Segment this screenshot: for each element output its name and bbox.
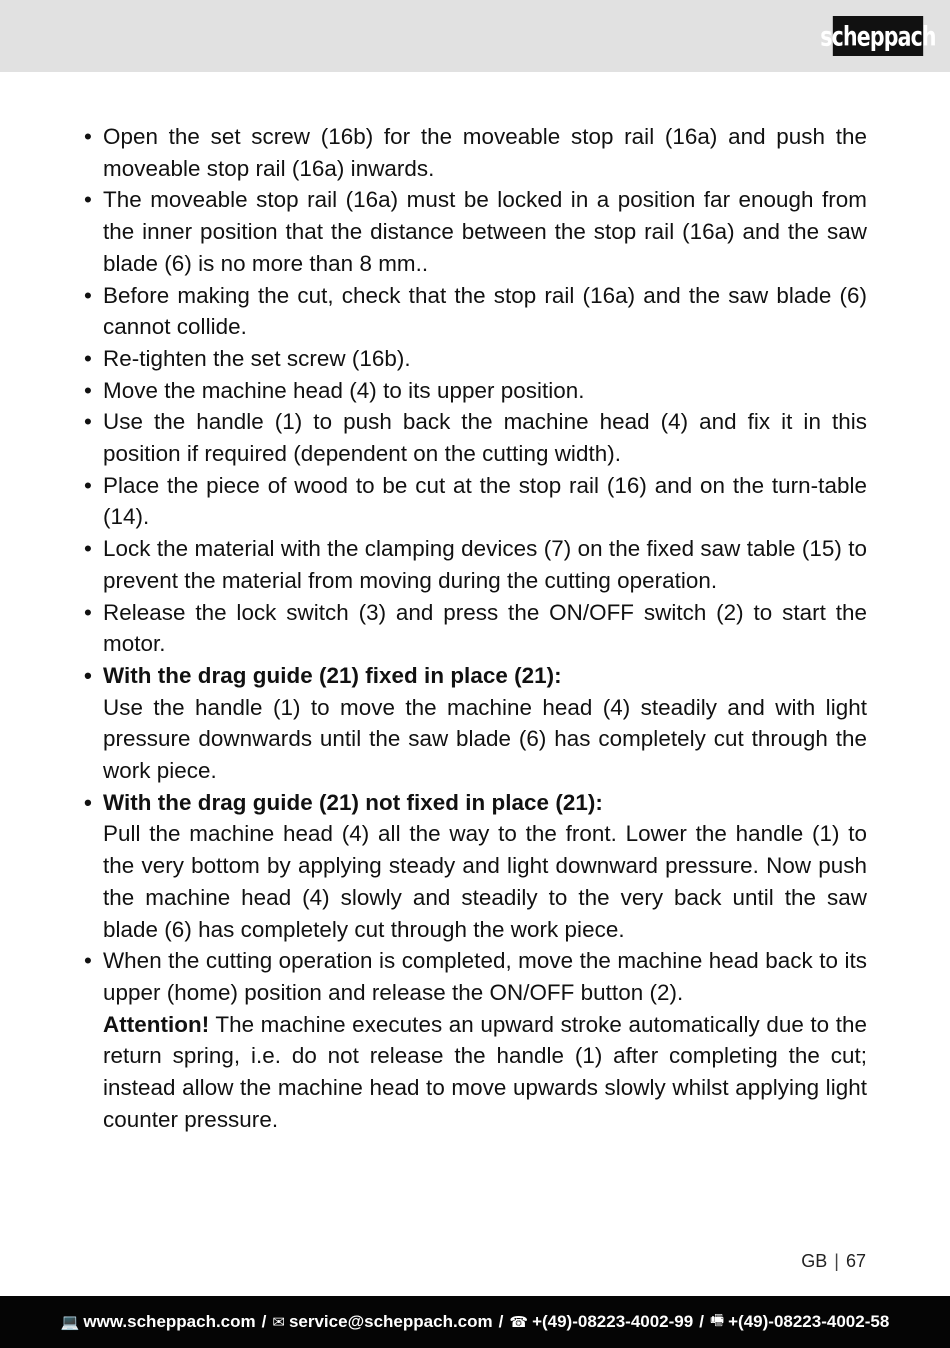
list-item: • Re-tighten the set screw (16b). [82,343,867,375]
list-item: • When the cutting operation is completed, move the machine head back to its upper (home) position and release the ON/OFF button (2). Attention! The machine executes an upward stroke automatically due to the return spring, i.e. do not release the handle (1) after completing the cut; instead allow the machine head to move upwards slowly whilst applying light counter pressure. [82,945,867,1135]
list-item: • Place the piece of wood to be cut at the stop rail (16) and on the turn-table (14). [82,470,867,533]
list-item: • With the drag guide (21) fixed in place (21): Use the handle (1) to move the machine head (4) steadily and with light pressure downwards until the saw blade (6) has completely cut through the work piece. [82,660,867,787]
list-item: • The moveable stop rail (16a) must be locked in a position far enough from the inner position that the distance between the stop rail (16a) and the saw blade (6) is no more than 8 mm.. [82,184,867,279]
list-item: • Open the set screw (16b) for the moveable stop rail (16a) and push the moveable stop rail (16a) inwards. [82,121,867,184]
email-link[interactable]: service@scheppach.com [288,1312,493,1331]
phone-icon: ☎ [509,1314,529,1331]
list-item: • Use the handle (1) to push back the machine head (4) and fix it in this position if required (dependent on the cutting width). [82,406,867,469]
page-number-value: 67 [845,1251,866,1271]
list-item: • With the drag guide (21) not fixed in place (21): Pull the machine head (4) all the way to the front. Lower the handle (1) to the very bottom by applying steady and light downward pressure. Now push the machine head (4) slowly and steadily to the very back until the saw blade (6) has completely cut through the work piece. [82,787,867,946]
attention-text: The machine executes an upward stroke automatically due to the return spring, i.e. do not release the handle (1) after completing the cut; instead allow the machine head to move upwards slowly whilst applying light counter pressure. [103,1011,867,1132]
list-item: • Lock the material with the clamping devices (7) on the fixed saw table (15) to prevent the material from moving during the cutting operation. [82,533,867,596]
page-number [801,1251,866,1272]
subheading: • With the drag guide (21) not fixed in place (21): [103,789,603,815]
fax-number: +(49)-08223-4002-58 [728,1312,890,1331]
instructions-body [82,121,867,1136]
website-link[interactable]: www.scheppach.com [83,1312,256,1331]
logo-text: scheppach [820,20,936,52]
list-item: • Move the machine head (4) to its upper position. [82,375,867,407]
computer-icon: 💻 [60,1314,80,1331]
language-code: GB [801,1251,828,1271]
mail-icon: ✉ [272,1314,285,1331]
attention-label: Attention! [103,1011,210,1037]
fax-icon: 🖷 [709,1311,725,1329]
list-item: • Before making the cut, check that the stop rail (16a) and the saw blade (6) cannot collide. [82,280,867,343]
instruction-list [82,121,867,1136]
page-header [0,0,950,72]
scheppach-logo [820,16,936,56]
subheading: • With the drag guide (21) fixed in place (21): [103,662,562,688]
list-item: • Release the lock switch (3) and press the ON/OFF switch (2) to start the motor. [82,597,867,660]
page-separator: | [834,1251,839,1271]
page-footer: 💻 www.scheppach.com / ✉ service@scheppach.com / ☎ +(49)-08223-4002-99 / 🖷 +(49)-08223-4002-58 [0,1296,950,1348]
phone-number: +(49)-08223-4002-99 [532,1312,694,1331]
